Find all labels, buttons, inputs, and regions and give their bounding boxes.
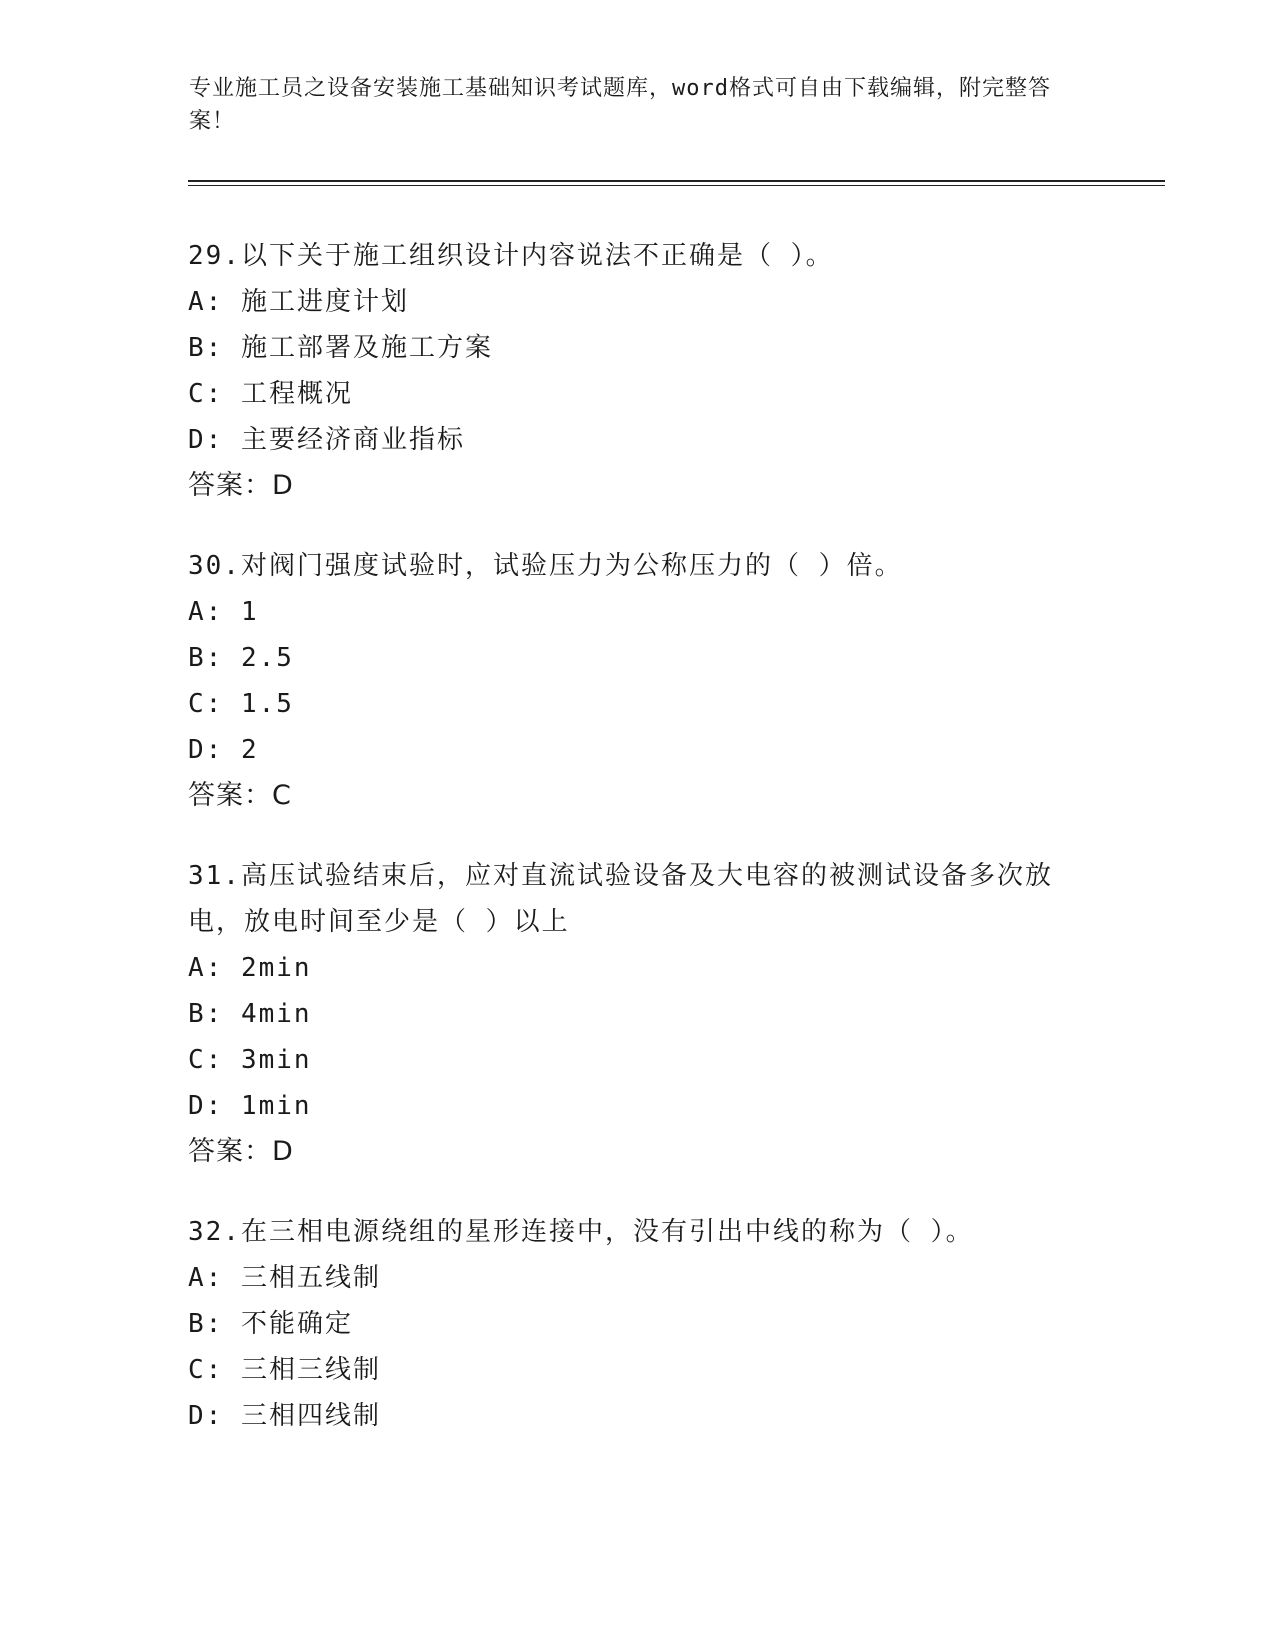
header-rule-thick [188,180,1165,182]
option-a: A: 三相五线制 [188,1263,381,1293]
question-list [188,233,1088,1473]
option-b: B: 不能确定 [188,1309,353,1339]
option-b: B: 2.5 [188,643,294,673]
answer: 答案：C [188,780,292,811]
option-c: C: 1.5 [188,689,294,719]
question-30 [188,543,1088,819]
question-stem: 29.以下关于施工组织设计内容说法不正确是（ ）。 [188,241,834,271]
option-d: D: 2 [188,735,259,765]
option-d: D: 1min [188,1091,312,1121]
document-header: 专业施工员之设备安装施工基础知识考试题库，word格式可自由下载编辑，附完整答案！ [189,76,1051,134]
question-stem: 31.高压试验结束后，应对直流试验设备及大电容的被测试设备多次放电，放电时间至少是（ ）以上 [188,861,1053,937]
question-31 [188,853,1088,1175]
option-d: D: 主要经济商业指标 [188,425,465,455]
option-b: B: 4min [188,999,312,1029]
answer: 答案：D [188,1136,294,1167]
option-b: B: 施工部署及施工方案 [188,333,493,363]
option-c: C: 工程概况 [188,379,353,409]
question-29 [188,233,1088,509]
option-c: C: 三相三线制 [188,1355,381,1385]
header-rule-thin [188,185,1165,186]
question-stem: 32.在三相电源绕组的星形连接中，没有引出中线的称为（ ）。 [188,1217,974,1247]
option-a: A: 2min [188,953,312,983]
question-32 [188,1209,1088,1439]
option-a: A: 1 [188,597,259,627]
option-a: A: 施工进度计划 [188,287,409,317]
option-d: D: 三相四线制 [188,1401,381,1431]
option-c: C: 3min [188,1045,312,1075]
answer: 答案：D [188,470,294,501]
question-stem: 30.对阀门强度试验时，试验压力为公称压力的（ ）倍。 [188,551,903,581]
